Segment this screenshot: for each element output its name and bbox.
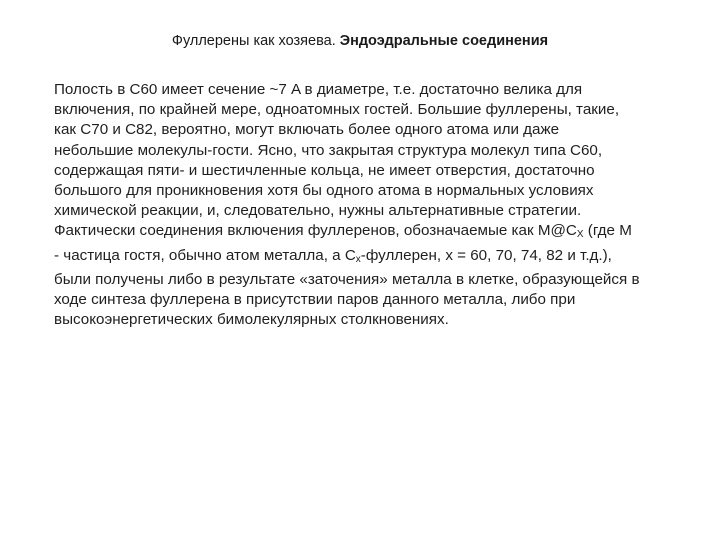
body-line: высокоэнергетических бимолекулярных столкновениях. bbox=[54, 311, 449, 329]
body-line: Полость в С60 имеет сечение ~7 A в диаметре, т.е. достаточно велика для bbox=[54, 81, 583, 98]
body-line: содержащая пяти- и шестичленные кольца, не имеет отверстия, достаточно bbox=[54, 161, 595, 179]
body-line: были получены либо в результате «заточения» металла в клетке, образующейся в bbox=[54, 270, 640, 288]
body-line: химической реакции, и, следовательно, нужны альтернативные стратегии. bbox=[54, 202, 582, 220]
text-run: (где М bbox=[583, 222, 632, 240]
text-run: - частица гостя, обычно атом металла, а C bbox=[54, 246, 356, 264]
body-line: как С70 и С82, вероятно, могут включать более одного атома или даже bbox=[54, 121, 560, 139]
slide-title bbox=[0, 31, 720, 51]
title-bold-part: Эндоэдральные соединения bbox=[339, 33, 549, 49]
subscript: x bbox=[355, 253, 361, 265]
body-line-formula bbox=[54, 246, 694, 270]
body-line: большого для проникновения хотя бы одного атома в нормальных условиях bbox=[54, 182, 594, 200]
body-line: включения, по крайней мере, одноатомных гостей. Большие фуллерены, такие, bbox=[54, 101, 620, 119]
body-line: небольшие молекулы-гости. Ясно, что закрытая структура молекул типа С60, bbox=[54, 141, 603, 159]
text-run: -фуллерен, x = 60, 70, 74, 82 и т.д.), bbox=[360, 246, 612, 264]
text-run: Фактически соединения включения фуллеренов, обозначаемые как M@C bbox=[54, 222, 577, 240]
body-text bbox=[54, 80, 694, 330]
subscript: X bbox=[576, 229, 584, 241]
body-line-formula bbox=[54, 221, 694, 245]
title-normal-part: Фуллерены как хозяева. bbox=[171, 33, 340, 49]
body-line: ходе синтеза фуллерена в присутствии паров данного металла, либо при bbox=[54, 291, 576, 309]
